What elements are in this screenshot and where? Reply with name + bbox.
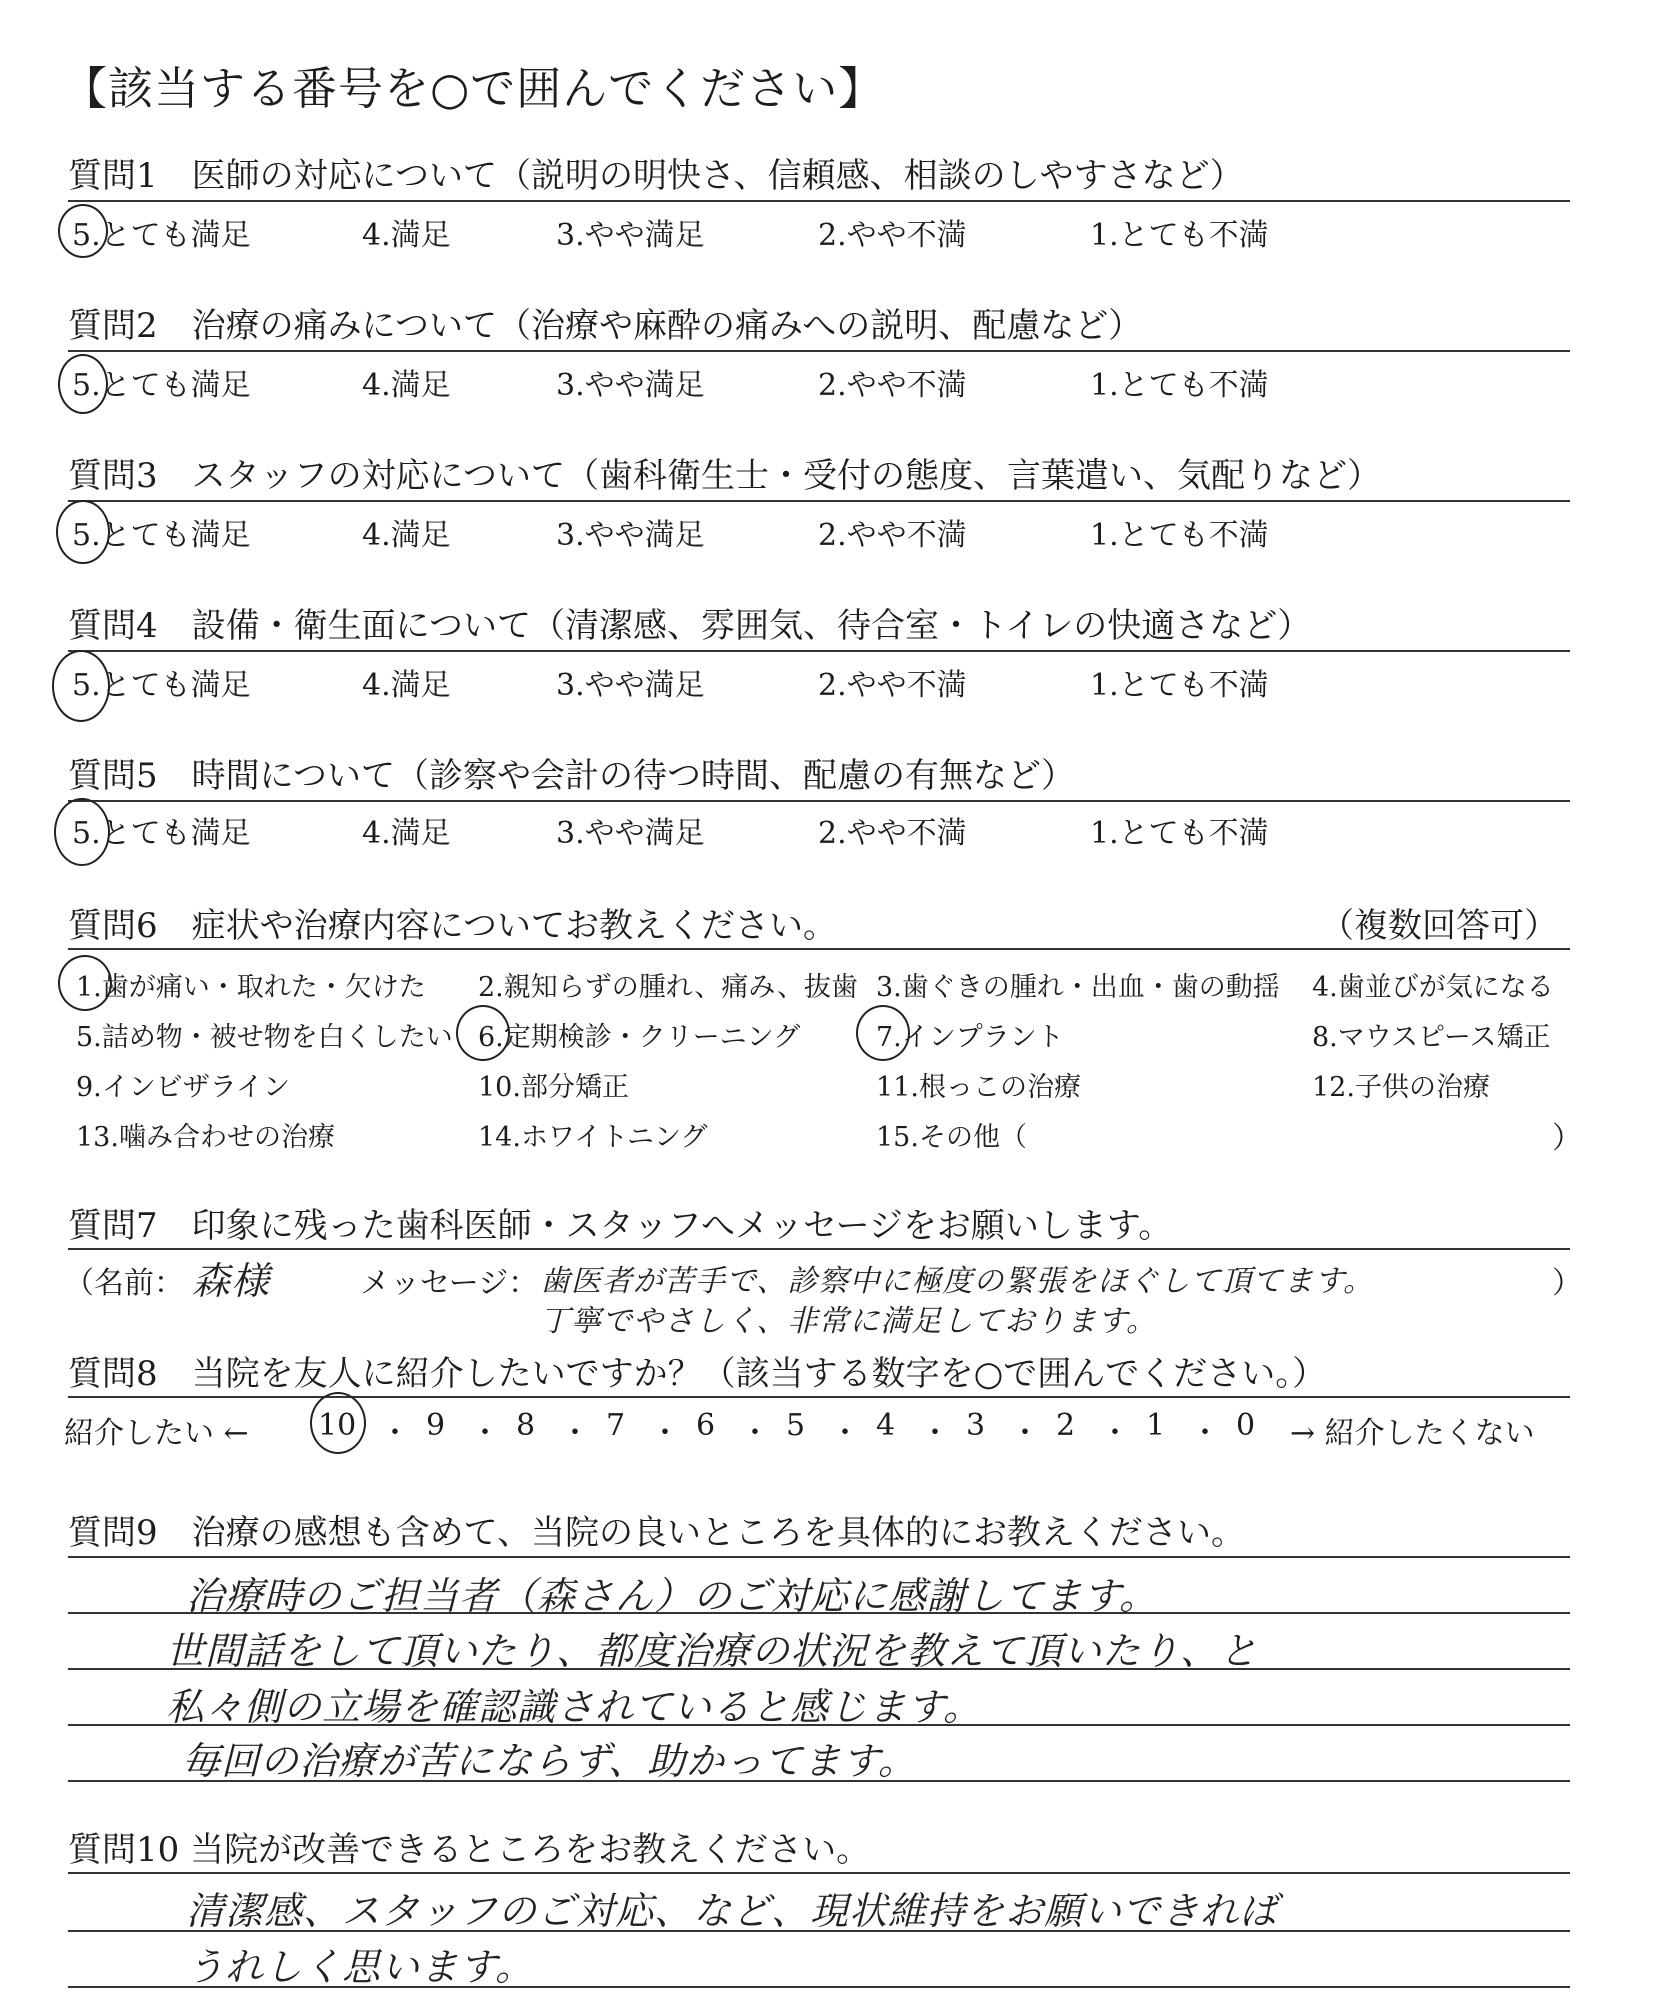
page-heading: 【該当する番号を○で囲んでください】 <box>62 62 885 115</box>
question-4-title: 質問4 設備・衛生面について（清潔感、雰囲気、待合室・トイレの快適さなど） <box>68 606 1312 646</box>
q6-item-3[interactable]: 3.歯ぐきの腫れ・出血・歯の動揺 <box>876 972 1280 1003</box>
q1-option-4[interactable]: 4.満足 <box>362 218 451 253</box>
q6-item-5[interactable]: 5.詰め物・被せ物を白くしたい <box>76 1022 453 1053</box>
q7-name-label: （名前： <box>64 1266 184 1301</box>
q6-item-12[interactable]: 12.子供の治療 <box>1312 1072 1490 1103</box>
q8-scale-0[interactable]: 0 <box>1236 1408 1256 1443</box>
q10-answer-line-1: 清潔感、スタッフのご対応、など、現状維持をお願いできれば <box>186 1889 1279 1933</box>
question-6-note: （複数回答可） <box>1320 906 1558 946</box>
q3-answer-circle <box>56 500 110 564</box>
q2-option-2[interactable]: 2.やや不満 <box>818 368 967 403</box>
q7-message-line-2: 丁寧でやさしく、非常に満足しております。 <box>540 1304 1157 1339</box>
q8-scale-1[interactable]: 1 <box>1146 1408 1166 1443</box>
question-8-rule <box>68 1396 1570 1398</box>
question-10-rule-1 <box>68 1872 1570 1874</box>
q5-option-2[interactable]: 2.やや不満 <box>818 816 967 851</box>
q6-item-13[interactable]: 13.噛み合わせの治療 <box>76 1122 335 1153</box>
q6-other-close-paren: ） <box>1552 1121 1582 1156</box>
q7-name-value: 森様 <box>192 1259 271 1303</box>
q2-answer-circle <box>58 354 108 414</box>
q3-option-2[interactable]: 2.やや不満 <box>818 518 967 553</box>
q6-item-2[interactable]: 2.親知らずの腫れ、痛み、抜歯 <box>478 972 859 1003</box>
question-3-title: 質問3 スタッフの対応について（歯科衛生士・受付の態度、言葉遣い、気配りなど） <box>68 456 1381 496</box>
q2-option-3[interactable]: 3.やや満足 <box>556 368 705 403</box>
q8-scale-9[interactable]: 9 <box>426 1408 446 1443</box>
question-5-title: 質問5 時間について（診察や会計の待つ時間、配慮の有無など） <box>68 756 1075 796</box>
q8-right-label: → 紹介したくない <box>1290 1416 1535 1451</box>
question-10-title: 質問10 当院が改善できるところをお教えください。 <box>68 1830 871 1870</box>
question-6-title: 質問6 症状や治療内容についてお教えください。 <box>68 906 837 946</box>
q1-option-2[interactable]: 2.やや不満 <box>818 218 967 253</box>
q6-item-9[interactable]: 9.インビザライン <box>76 1072 290 1103</box>
q4-option-4[interactable]: 4.満足 <box>362 668 451 703</box>
q6-item-1[interactable]: 1.歯が痛い・取れた・欠けた <box>76 972 426 1003</box>
q6-item-7-circle <box>856 1005 910 1061</box>
q8-scale-3[interactable]: 3 <box>966 1408 986 1443</box>
q3-option-4[interactable]: 4.満足 <box>362 518 451 553</box>
q1-option-1[interactable]: 1.とても不満 <box>1090 218 1269 253</box>
q1-option-5[interactable]: 5.とても満足 <box>72 218 251 253</box>
q9-answer-line-1: 治療時のご担当者（森さん）のご対応に感謝してます。 <box>186 1574 1158 1618</box>
q5-option-4[interactable]: 4.満足 <box>362 816 451 851</box>
q7-message-line-1: 歯医者が苦手で、診察中に極度の緊張をほぐして頂てます。 <box>540 1264 1374 1299</box>
q6-item-6-circle <box>456 1005 510 1061</box>
q7-message-label: メッセージ： <box>360 1266 539 1301</box>
q8-scale-2[interactable]: 2 <box>1056 1408 1076 1443</box>
question-3-rule <box>68 500 1570 502</box>
q5-option-1[interactable]: 1.とても不満 <box>1090 816 1269 851</box>
q7-close-paren: ） <box>1552 1266 1582 1301</box>
q8-answer-circle <box>310 1392 366 1454</box>
q1-option-3[interactable]: 3.やや満足 <box>556 218 705 253</box>
q4-option-2[interactable]: 2.やや不満 <box>818 668 967 703</box>
q6-item-6[interactable]: 6.定期検診・クリーニング <box>478 1022 801 1053</box>
q8-scale-10[interactable]: 10 <box>318 1408 357 1443</box>
q8-scale-7[interactable]: 7 <box>606 1408 626 1443</box>
q4-option-5[interactable]: 5.とても満足 <box>72 668 251 703</box>
q6-item-8[interactable]: 8.マウスピース矯正 <box>1312 1022 1551 1053</box>
question-2-title: 質問2 治療の痛みについて（治療や麻酔の痛みへの説明、配慮など） <box>68 306 1143 346</box>
question-6-rule <box>68 948 1570 950</box>
q5-option-3[interactable]: 3.やや満足 <box>556 816 705 851</box>
q1-answer-circle <box>58 204 108 258</box>
q2-option-5[interactable]: 5.とても満足 <box>72 368 251 403</box>
question-7-title: 質問7 印象に残った歯科医師・スタッフへメッセージをお願いします。 <box>68 1206 1173 1246</box>
question-8-title: 質問8 当院を友人に紹介したいですか？（該当する数字を○で囲んでください。） <box>68 1354 1327 1394</box>
q4-option-1[interactable]: 1.とても不満 <box>1090 668 1269 703</box>
q6-item-15[interactable]: 15.その他（ <box>876 1122 1027 1153</box>
q8-scale-8[interactable]: 8 <box>516 1408 536 1443</box>
q8-left-label: 紹介したい ← <box>64 1416 249 1451</box>
q6-item-7[interactable]: 7.インプラント <box>876 1022 1064 1053</box>
question-7-rule <box>68 1248 1570 1250</box>
q8-scale-5[interactable]: 5 <box>786 1408 806 1443</box>
q3-option-5[interactable]: 5.とても満足 <box>72 518 251 553</box>
q2-option-4[interactable]: 4.満足 <box>362 368 451 403</box>
question-2-rule <box>68 350 1570 352</box>
q6-item-10[interactable]: 10.部分矯正 <box>478 1072 629 1103</box>
question-4-rule <box>68 650 1570 652</box>
q3-option-3[interactable]: 3.やや満足 <box>556 518 705 553</box>
q8-scale-4[interactable]: 4 <box>876 1408 896 1443</box>
q5-option-5[interactable]: 5.とても満足 <box>72 816 251 851</box>
q4-option-3[interactable]: 3.やや満足 <box>556 668 705 703</box>
q10-answer-line-2: うれしく思います。 <box>186 1945 534 1989</box>
q2-option-1[interactable]: 1.とても不満 <box>1090 368 1269 403</box>
question-9-rule-1 <box>68 1556 1570 1558</box>
q5-answer-circle <box>54 798 110 866</box>
question-1-title: 質問1 医師の対応について（説明の明快さ、信頼感、相談のしやすさなど） <box>68 156 1244 196</box>
q6-item-11[interactable]: 11.根っこの治療 <box>876 1072 1081 1103</box>
q6-item-1-circle <box>58 955 112 1011</box>
q9-answer-line-4: 毎回の治療が苦にならず、助かってます。 <box>182 1739 917 1783</box>
question-1-rule <box>68 200 1570 202</box>
q9-answer-line-3: 私々側の立場を確認識されていると感じます。 <box>166 1685 982 1729</box>
question-9-title: 質問9 治療の感想も含めて、当院の良いところを具体的にお教えください。 <box>68 1513 1245 1553</box>
q4-answer-circle <box>52 650 110 722</box>
q3-option-1[interactable]: 1.とても不満 <box>1090 518 1269 553</box>
q9-answer-line-2: 世間話をして頂いたり、都度治療の状況を教えて頂いたり、と <box>166 1629 1259 1673</box>
q6-item-14[interactable]: 14.ホワイトニング <box>478 1122 708 1153</box>
q6-item-4[interactable]: 4.歯並びが気になる <box>1312 972 1554 1003</box>
q8-scale-6[interactable]: 6 <box>696 1408 716 1443</box>
question-5-rule <box>68 800 1570 802</box>
